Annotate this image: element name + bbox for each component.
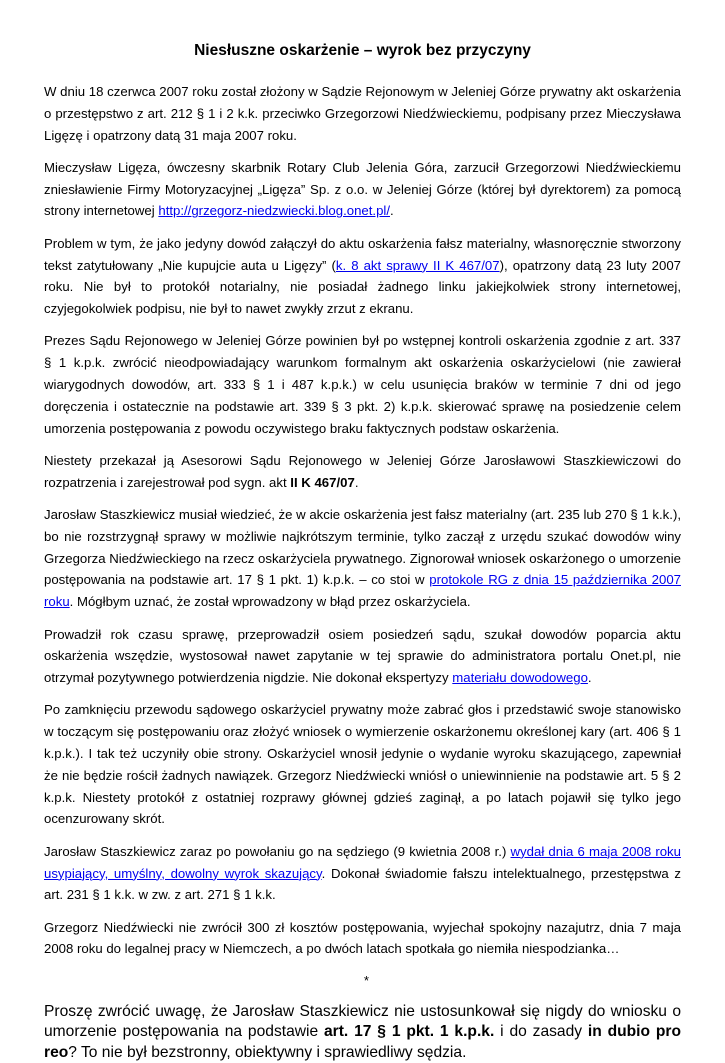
paragraph-6-text-a: Jarosław Staszkiewicz musiał wiedzieć, że w akcie oskarżenia jest fałsz materialny (art. 235 lub 270 § 1 k.k.), bo nie rozstrzygnął sprawy w możliwie najkrótszym terminie, tylko zaczął z urzędu szukać dowodów winy Grzegorza Niedźwieckiego na rzecz oskarżyciela prywatnego. Zignorował wniosek oskarżonego o umorzenie postępowania na podstawie art. 17 § 1 pkt. 1) k.p.k. – co stoi w bbox=[44, 507, 681, 588]
paragraph-3-text-a: Problem w tym, że jako jedyny dowód załączył do aktu oskarżenia fałsz materialny, własnoręcznie stworzony tekst zatytułowany „Nie kupujcie auta u Ligęzy” ( bbox=[44, 235, 681, 273]
paragraph-7-text-b: . bbox=[587, 670, 592, 686]
case-file-link[interactable]: k. 8 akt sprawy II K 467/07 bbox=[335, 257, 500, 273]
paragraph-9 bbox=[44, 841, 681, 906]
document-title: Niesłuszne oskarżenie – wyrok bez przyczyny bbox=[194, 42, 531, 59]
closing-paragraph bbox=[44, 1002, 681, 1063]
paragraph-6 bbox=[44, 504, 681, 613]
paragraph-9-text-a: Jarosław Staszkiewicz zaraz po powołaniu go na sędziego (9 kwietnia 2008 r.) bbox=[44, 843, 511, 859]
paragraph-7 bbox=[44, 624, 681, 689]
paragraph-5-text-a: Niestety przekazał ją Asesorowi Sądu Rejonowego w Jeleniej Górze Jarosławowi Staszkiewiczowi do rozpatrzenia i zarejestrował pod sygn. akt bbox=[44, 452, 681, 490]
blog-url-link[interactable]: http://grzegorz-niedzwiecki.blog.onet.pl/ bbox=[158, 203, 390, 219]
paragraph-5-text-b: . bbox=[354, 474, 359, 490]
case-signature: II K 467/07 bbox=[290, 474, 355, 490]
closing-bold-article: art. 17 § 1 pkt. 1 k.p.k. bbox=[324, 1023, 495, 1041]
paragraph-5 bbox=[44, 450, 681, 494]
paragraph-3 bbox=[44, 233, 681, 320]
closing-text-c: ? To nie był bezstronny, obiektywny i sprawiedliwy sędzia. bbox=[68, 1043, 467, 1061]
paragraph-9-text-b: . Dokonał świadomie fałszu intelektualnego, przestępstwa z art. 231 § 1 k.k. w zw. z art. 271 § 1 k.k. bbox=[44, 865, 681, 903]
verdict-link[interactable]: wydał dnia 6 maja 2008 roku usypiający, umyślny, dowolny wyrok skazujący bbox=[44, 843, 681, 881]
closing-text-b: i do zasady bbox=[494, 1023, 588, 1041]
paragraph-8: Po zamknięciu przewodu sądowego oskarżyciel prywatny może zabrać głos i przedstawić swoje stanowisko w toczącym się postępowaniu oraz złożyć wniosek o wymierzenie oskarżonemu określonej kary (art. 406 § 1 k.p.k.). I tak też uczyniły obie strony. Oskarżyciel wnosił jedynie o wydanie wyroku skazującego, zapewniał że nie będzie rościł żadnych nawiązek. Grzegorz Niedźwiecki wniósł o uniewinnienie na podstawie art. 5 § 2 k.p.k. Niestety protokół z ostatniej rozprawy głównej gdzieś zaginął, a po latach pojawił się tylko jego ocenzurowany skrót. bbox=[44, 702, 681, 827]
evidence-link[interactable]: materiału dowodowego bbox=[452, 670, 588, 686]
paragraph-2-text-a: Mieczysław Ligęza, ówczesny skarbnik Rotary Club Jelenia Góra, zarzucił Grzegorzowi Niedźwieckiemu zniesławienie Firmy Motoryzacyjnej „Ligęza” Sp. z o.o. w Jeleniej Górze (której był dyrektorem) za pomocą strony internetowej bbox=[44, 159, 681, 219]
paragraph-2-text-b: . bbox=[390, 203, 394, 219]
section-separator: * bbox=[363, 972, 370, 988]
paragraph-4: Prezes Sądu Rejonowego w Jeleniej Górze powinien był po wstępnej kontroli oskarżenia zgodnie z art. 337 § 1 k.p.k. zwrócić nieodpowiadający warunkom formalnym akt oskarżenia oskarżycielowi (nie zawierał wiarygodnych dowodów, art. 333 § 1 i 487 k.p.k.) w celu usunięcia braków w terminie 7 dni od jego doręczenia i ostatecznie na podstawie art. 339 § 3 pkt. 2) k.p.k. skierować sprawę na posiedzenie celem umorzenia postępowania z powodu oczywistego braku faktycznych podstaw oskarżenia. bbox=[44, 333, 681, 436]
protocol-link[interactable]: protokole RG z dnia 15 października 2007 roku bbox=[44, 572, 681, 610]
paragraph-7-text-a: Prowadził rok czasu sprawę, przeprowadził osiem posiedzeń sądu, szukał dowodów poparcia aktu oskarżenia wszędzie, wystosował nawet zapytanie w tej sprawie do administratora portalu Onet.pl, nie otrzymał pozytywnego potwierdzenia nigdzie. Nie dokonał ekspertyzy bbox=[44, 626, 681, 686]
closing-bold-principle: in dubio pro reo bbox=[44, 1023, 682, 1061]
paragraph-6-text-b: . Mógłbym uznać, że został wprowadzony w błąd przez oskarżyciela. bbox=[69, 594, 471, 610]
closing-text-a: Proszę zwrócić uwagę, że Jarosław Staszkiewicz nie ustosunkował się nigdy do wniosku o umorzenie postępowania na podstawie bbox=[44, 1002, 681, 1041]
paragraph-3-text-b: ), opatrzony datą 23 luty 2007 roku. Nie był to protokół notarialny, nie posiadał żadnego linku jakiejkolwiek strony internetowej, czyjegokolwiek podpisu, nie był to nawet zwykły zrzut z ekranu. bbox=[44, 257, 681, 317]
paragraph-1: W dniu 18 czerwca 2007 roku został złożony w Sądzie Rejonowym w Jeleniej Górze prywatny akt oskarżenia o przestępstwo z art. 212 § 1 i 2 k.k. przeciwko Grzegorzowi Niedźwieckiemu, podpisany przez Mieczysława Ligęzę i opatrzony datą 31 maja 2007 roku. bbox=[44, 84, 681, 143]
paragraph-2 bbox=[44, 157, 681, 222]
paragraph-10: Grzegorz Niedźwiecki nie zwrócił 300 zł kosztów postępowania, wyjechał spokojny nazajutrz, dnia 7 maja 2008 roku do legalnej pracy w Niemczech, a po dwóch latach spotkała go niemiła niespodzianka… bbox=[44, 919, 681, 957]
